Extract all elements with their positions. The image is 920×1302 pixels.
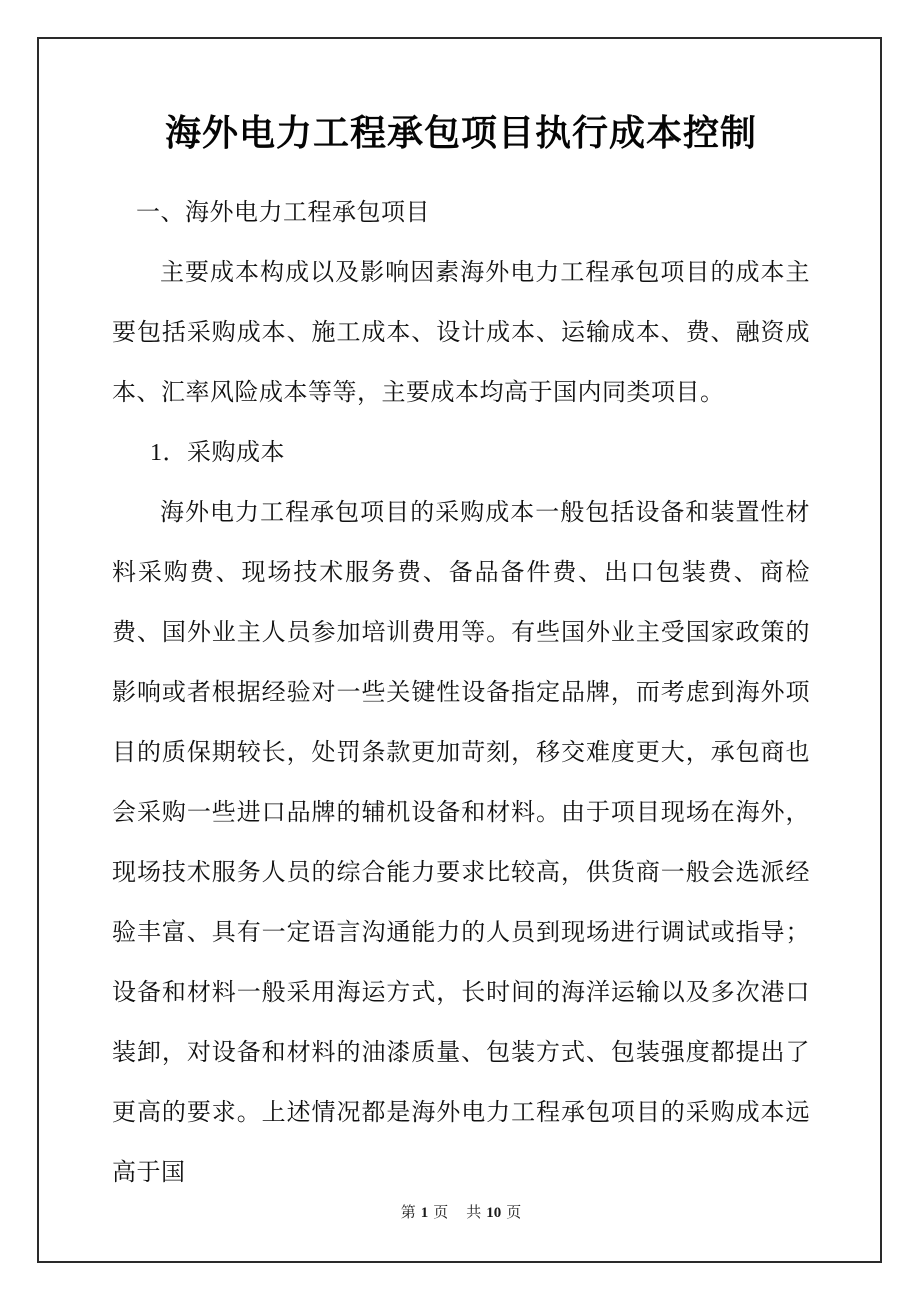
footer-page-unit-label: 页 xyxy=(506,1205,522,1221)
paragraph: 主要成本构成以及影响因素海外电力工程承包项目的成本主要包括采购成本、施工成本、设计成本、运输成本、费、融资成本、汇率风险成本等等，主要成本均高于国内同类项目。 xyxy=(112,260,810,406)
footer-current-label: 第 xyxy=(400,1205,416,1221)
page-border-frame xyxy=(37,37,882,1263)
heading1: 一、海外电力工程承包项目 xyxy=(136,200,430,226)
page-footer xyxy=(112,1203,810,1223)
document-title: 海外电力工程承包项目执行成本控制 xyxy=(164,113,757,153)
footer-total-pages-number: 10 xyxy=(486,1205,502,1221)
document-body xyxy=(112,183,810,1203)
footer-total-label: 共 xyxy=(466,1205,482,1221)
footer-page-unit-label: 页 xyxy=(433,1205,449,1221)
paragraph: 海外电力工程承包项目的采购成本一般包括设备和装置性材料采购费、现场技术服务费、备品备件费、出口包装费、商检费、国外业主人员参加培训费用等。有些国外业主受国家政策的影响或者根据经验对一些关键性设备指定品牌，而考虑到海外项目的质保期较长，处罚条款更加苛刻，移交难度更大，承包商也会采购一些进口品牌的辅机设备和材料。由于项目现场在海外，现场技术服务人员的综合能力要求比较高，供货商一般会选派经验丰富、具有一定语言沟通能力的人员到现场进行调试或指导；设备和材料一般采用海运方式，长时间的海洋运输以及多次港口装卸，对设备和材料的油漆质量、包装方式、包装强度都提出了更高的要求。上述情况都是海外电力工程承包项目的采购成本远高于国 xyxy=(112,500,810,1186)
heading2: 1．采购成本 xyxy=(150,440,285,466)
footer-current-page-indicator xyxy=(401,1205,449,1221)
footer-total-pages-indicator xyxy=(466,1205,521,1221)
footer-current-page-number: 1 xyxy=(420,1205,429,1221)
